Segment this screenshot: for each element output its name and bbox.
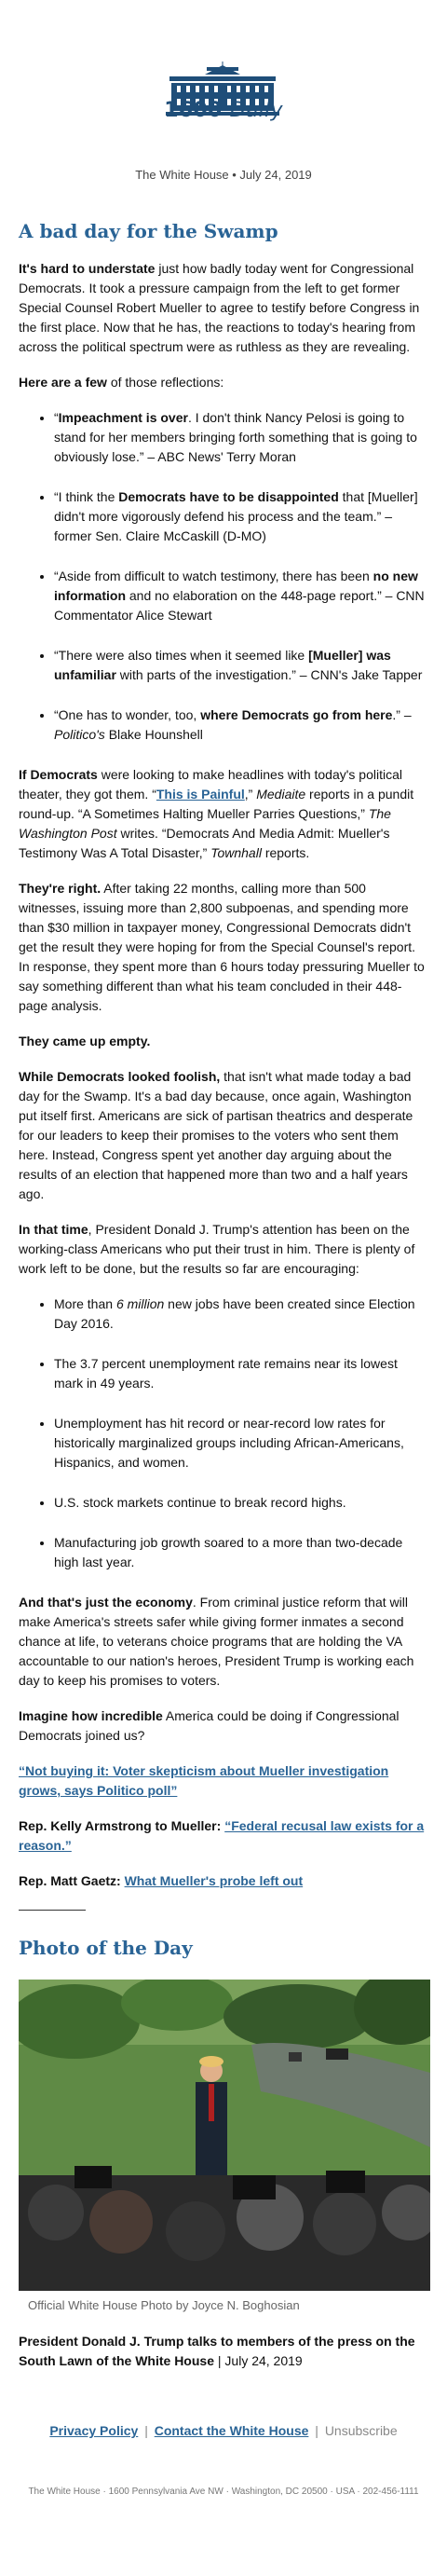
photo-credit: Official White House Photo by Joyce N. Boghosian	[28, 2298, 300, 2312]
paragraph-lead: In that time	[19, 1222, 88, 1237]
footer-separator: |	[144, 2423, 148, 2438]
brand-word: Daily	[229, 99, 283, 122]
unsubscribe-link[interactable]: Unsubscribe	[324, 2423, 398, 2438]
result-text: Manufacturing job growth soared to a more than two-decade high last year.	[54, 1535, 403, 1569]
footer-address: The White House · 1600 Pennsylvania Ave NW · Washington, DC 20500 · USA · 202-456-1111	[28, 2487, 419, 2497]
publication-name: The Washington Post	[19, 806, 391, 841]
article-title: A bad day for the Swamp	[19, 220, 278, 242]
quote-text: “I think the	[54, 489, 119, 504]
link-label: Rep. Matt Gaetz:	[19, 1873, 125, 1888]
paragraph-text: that isn't what made today a bad day for the Swamp. It's a bad day because, once again, Washington put itself first. Americans are sick of partisan theatrics and desperate for our leaders to keep their promises to the voters who sent them here. Instead, Congress spent yet another day arguing about the results of an election that happened more than two and a half years ago.	[19, 1069, 413, 1201]
foolish-paragraph	[19, 1067, 428, 1204]
right-paragraph	[19, 879, 428, 1016]
intro-paragraph	[19, 259, 428, 357]
dateline: The White House • July 24, 2019	[135, 168, 312, 182]
result-text: U.S. stock markets continue to break record highs.	[54, 1495, 346, 1510]
reflections-intro	[19, 373, 428, 392]
paragraph-text: After taking 22 months, calling more than 500 witnesses, issuing more than 2,800 subpoenas, and spending more than $30 million in taxpayer money, Congressional Democrats didn't get the result they were hoping for from the Special Counsel's report. In response, they spent more than 6 hours today pressuring Mueller to say something different than what his team concluded in their 448-page analysis.	[19, 881, 425, 1013]
result-text: new jobs have been created since Election Day 2016.	[54, 1296, 415, 1331]
paragraph-text: . From criminal justice reform that will make America's streets safer while giving former inmates a second chance at life, to veterans choice programs that are holding the VA accountable to our nation's heroes, President Trump is working each day to keep his promises to voters.	[19, 1595, 414, 1688]
publication-name: Townhall	[210, 845, 262, 860]
paragraph-text: writes. “Democrats And Media Admit: Mueller's Testimony Was A Total Disaster,”	[19, 826, 390, 860]
quote-text: “	[54, 410, 59, 425]
result-text: More than	[54, 1296, 116, 1311]
result-text: The 3.7 percent unemployment rate remains near its lowest mark in 49 years.	[54, 1356, 398, 1391]
photo-caption	[19, 2332, 428, 2371]
quote-item	[54, 408, 428, 467]
politico-poll-paragraph	[19, 1761, 428, 1801]
quote-source: Politico's	[54, 727, 105, 742]
photo-of-day-image	[19, 1980, 430, 2291]
quote-emphasis: Democrats have to be disappointed	[118, 489, 339, 504]
paragraph-text: were looking to make headlines with today's political theater, they got them. “	[19, 767, 402, 802]
quote-text: .” –	[392, 707, 412, 722]
reflections-lead: Here are a few	[19, 375, 107, 390]
quote-text: . I don't think Nancy Pelosi is going to stand for her members bringing forth something that is going to obviously lose.” – ABC News' Terry Moran	[54, 410, 417, 464]
paragraph-text: reports in a pundit round-up. “A Sometimes Halting Mueller Parries Questions,”	[19, 787, 414, 821]
imagine-paragraph	[19, 1706, 428, 1746]
quote-text: Blake Hounshell	[104, 727, 203, 742]
reflections-text: of those reflections:	[106, 375, 224, 390]
armstrong-paragraph	[19, 1816, 428, 1856]
paragraph-text: ,”	[244, 787, 257, 802]
result-item	[54, 1295, 428, 1334]
quote-emphasis: Impeachment is over	[58, 410, 188, 425]
economy-paragraph	[19, 1593, 428, 1691]
intro-lead: It's hard to understate	[19, 261, 156, 276]
result-item	[54, 1414, 428, 1473]
publication-name: Mediaite	[256, 787, 306, 802]
recusal-law-link[interactable]: “Federal recusal law exists for a reason.”	[19, 1818, 425, 1853]
footer-separator: |	[315, 2423, 318, 2438]
paragraph-lead: They came up empty.	[19, 1034, 151, 1048]
quote-item	[54, 706, 428, 745]
paragraph-text: , President Donald J. Trump's attention has been on the working-class Americans who put their trust in him. There is plenty of work left to be done, but the results so far are encouraging:	[19, 1222, 415, 1276]
paragraph-lead: While Democrats looked foolish,	[19, 1069, 221, 1084]
section-divider	[19, 1910, 86, 1911]
paragraph-lead: And that's just the economy	[19, 1595, 193, 1610]
time-paragraph	[19, 1220, 428, 1279]
empty-paragraph	[19, 1032, 428, 1051]
result-emphasis: 6 million	[115, 1296, 165, 1311]
brand-wordmark	[0, 99, 447, 122]
contact-link[interactable]: Contact the White House	[154, 2423, 309, 2438]
paragraph-text: America could be doing if Congressional Democrats joined us?	[19, 1708, 400, 1743]
quote-text: “Aside from difficult to watch testimony, there has been	[54, 569, 373, 583]
quote-item	[54, 646, 428, 685]
link-label: Rep. Kelly Armstrong to Mueller:	[19, 1818, 225, 1833]
result-item	[54, 1533, 428, 1572]
quote-item	[54, 567, 428, 625]
quote-text: “One has to wonder, too,	[54, 707, 201, 722]
paragraph-text: reports.	[261, 845, 310, 860]
quote-text: that [Mueller] didn't more vigorously defend his process and the team.” – former Sen. Claire McCaskill (D-MO)	[54, 489, 418, 543]
quote-emphasis: no new information	[54, 569, 418, 603]
quote-item	[54, 487, 428, 546]
quote-text: and no elaboration on the 448-page report.” – CNN Commentator Alice Stewart	[54, 588, 425, 623]
results-list	[19, 1295, 428, 1572]
result-text: Unemployment has hit record or near-record low rates for historically marginalized groups including African-Americans, Hispanics, and women.	[54, 1416, 404, 1470]
quote-emphasis: where Democrats go from here	[200, 707, 393, 722]
footer-links	[19, 2423, 428, 2438]
paragraph-lead: They're right.	[19, 881, 102, 896]
headlines-paragraph	[19, 765, 428, 863]
paragraph-lead: If Democrats	[19, 767, 98, 782]
masthead	[0, 0, 447, 149]
privacy-policy-link[interactable]: Privacy Policy	[49, 2423, 139, 2438]
politico-poll-link[interactable]: “Not buying it: Voter skepticism about Mueller investigation grows, says Politico poll”	[19, 1763, 389, 1798]
article-body	[0, 220, 447, 2515]
quote-text: “There were also times when it seemed like	[54, 648, 309, 663]
quote-emphasis: [Mueller] was unfamiliar	[54, 648, 391, 682]
quote-text: with parts of the investigation.” – CNN's Jake Tapper	[115, 667, 423, 682]
caption-date: | July 24, 2019	[214, 2353, 303, 2368]
press-gaggle-photo	[19, 1980, 430, 2291]
mueller-probe-link[interactable]: What Mueller's probe left out	[124, 1873, 304, 1888]
white-house-logo	[162, 43, 283, 136]
brand-number: 1600	[164, 99, 223, 122]
paragraph-lead: Imagine how incredible	[19, 1708, 163, 1723]
quotes-list	[19, 408, 428, 745]
gaetz-paragraph	[19, 1871, 428, 1891]
caption-lead: President Donald J. Trump talks to members of the press on the South Lawn of the White House	[19, 2334, 415, 2368]
photo-of-day-heading: Photo of the Day	[19, 1937, 193, 1959]
result-item	[54, 1493, 428, 1513]
result-item	[54, 1354, 428, 1393]
this-is-painful-link[interactable]: This is Painful	[156, 787, 245, 802]
intro-text: just how badly today went for Congressional Democrats. It took a pressure campaign from the left to get former Special Counsel Robert Mueller to agree to testify before Congress in the first place. Now that he has, the reactions to today's hearing from across the political spectrum were as ruthless as they are revealing.	[19, 261, 420, 354]
